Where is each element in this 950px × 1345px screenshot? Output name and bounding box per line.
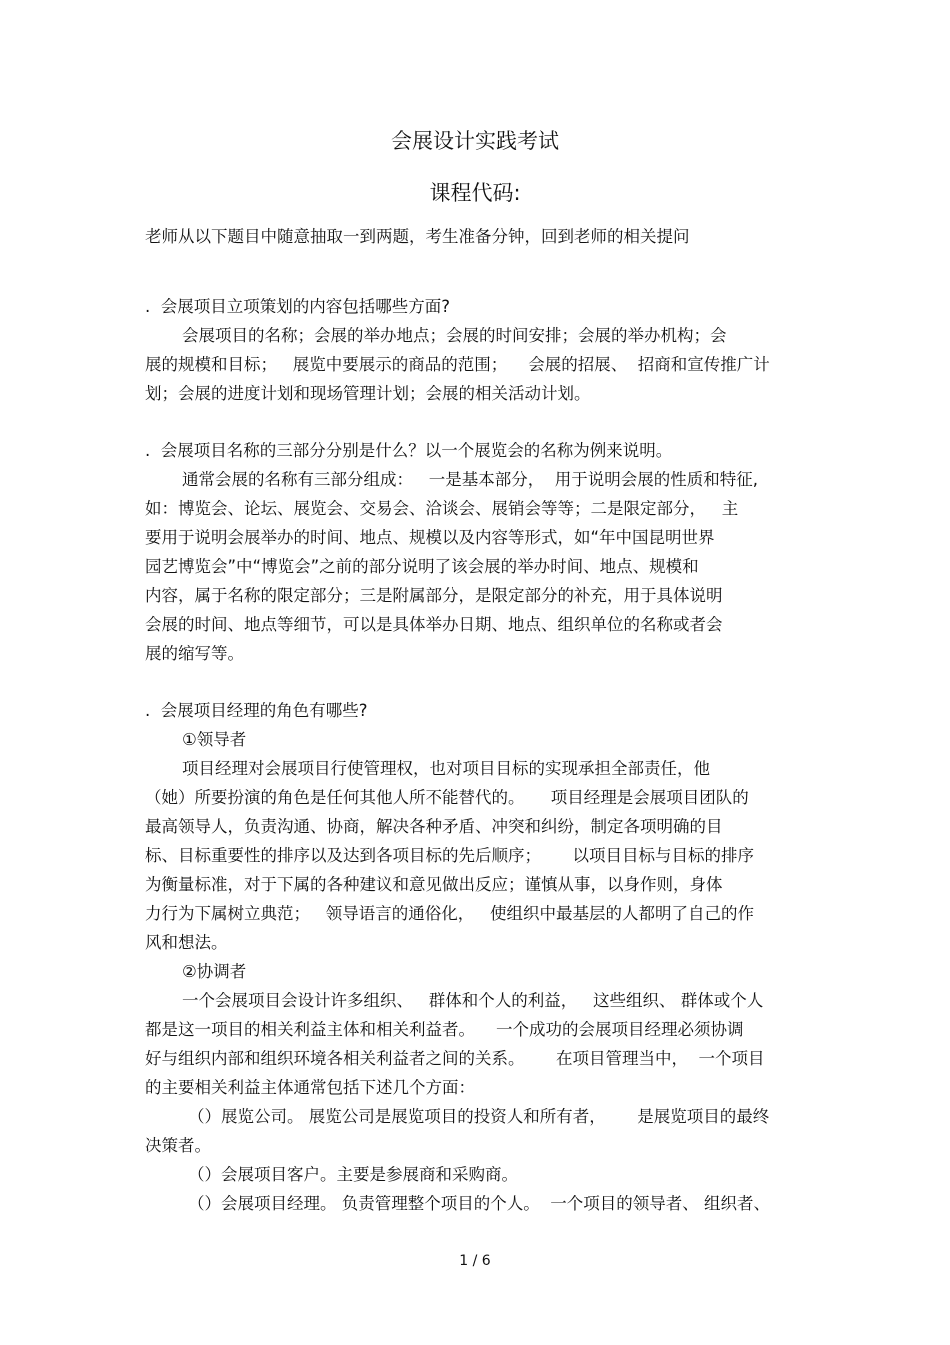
answer-line: 展的规模和目标； 展览中要展示的商品的范围； 会展的招展、 招商和宣传推广计 xyxy=(145,355,770,374)
list-item: 决策者。 xyxy=(145,1136,211,1155)
question-2: . 会展项目名称的三部分分别是什么？以一个展览会的名称为例来说明。 xyxy=(145,441,673,460)
answer-line: 最高领导人，负责沟通、协商，解决各种矛盾、冲突和纠纷，制定各项明确的目 xyxy=(145,817,723,836)
role-heading-leader: ①领导者 xyxy=(182,730,247,749)
answer-line: 项目经理对会展项目行使管理权，也对项目目标的实现承担全部责任，他 xyxy=(182,759,710,778)
question-3: . 会展项目经理的角色有哪些? xyxy=(145,701,368,720)
answer-line: 内容，属于名称的限定部分；三是附属部分，是限定部分的补充，用于具体说明 xyxy=(145,586,723,605)
answer-line: 一个会展项目会设计许多组织、 群体和个人的利益， 这些组织、 群体或个人 xyxy=(182,991,764,1010)
answer-line: 的主要相关利益主体通常包括下述几个方面： xyxy=(145,1078,475,1097)
list-item: （）会展项目客户。主要是参展商和采购商。 xyxy=(188,1165,518,1184)
answer-line: 好与组织内部和组织环境各相关利益者之间的关系。 在项目管理当中， 一个项目 xyxy=(145,1049,765,1068)
intro-text: 老师从以下题目中随意抽取一到两题，考生准备分钟，回到老师的相关提问 xyxy=(145,227,690,246)
question-1: . 会展项目立项策划的内容包括哪些方面? xyxy=(145,297,450,316)
list-item: （）会展项目经理。 负责管理整个项目的个人。 一个项目的领导者、 组织者、 xyxy=(188,1194,770,1213)
answer-line: 园艺博览会”中“博览会”之前的部分说明了该会展的举办时间、地点、规模和 xyxy=(145,557,699,576)
answer-line: 如：博览会、论坛、展览会、交易会、洽谈会、展销会等等；二是限定部分， 主 xyxy=(145,499,739,518)
answer-line: 展的缩写等。 xyxy=(145,644,244,663)
list-item: （）展览公司。 展览公司是展览项目的投资人和所有者， 是展览项目的最终 xyxy=(188,1107,770,1126)
answer-line: 风和想法。 xyxy=(145,933,228,952)
answer-line: 通常会展的名称有三部分组成： 一是基本部分， 用于说明会展的性质和特征, xyxy=(182,470,758,489)
page-number: 1 / 6 xyxy=(459,1253,491,1269)
answer-line: 会展的时间、地点等细节，可以是具体举办日期、地点、组织单位的名称或者会 xyxy=(145,615,723,634)
answer-line: 力行为下属树立典范； 领导语言的通俗化， 使组织中最基层的人都明了自己的作 xyxy=(145,904,754,923)
answer-line: 会展项目的名称；会展的举办地点；会展的时间安排；会展的举办机构；会 xyxy=(182,326,727,345)
answer-line: 要用于说明会展举办的时间、地点、规模以及内容等形式，如“年中国昆明世界 xyxy=(145,528,715,547)
page-title: 会展设计实践考试 xyxy=(391,129,559,153)
answer-line: 划；会展的进度计划和现场管理计划；会展的相关活动计划。 xyxy=(145,384,591,403)
course-code: 课程代码: xyxy=(429,181,521,205)
answer-line: （她）所要扮演的角色是任何其他人所不能替代的。 项目经理是会展项目团队的 xyxy=(145,788,749,807)
answer-line: 都是这一项目的相关利益主体和相关利益者。 一个成功的会展项目经理必须协调 xyxy=(145,1020,744,1039)
answer-line: 为衡量标准，对于下属的各种建议和意见做出反应；谨慎从事，以身作则，身体 xyxy=(145,875,723,894)
answer-line: 标、目标重要性的排序以及达到各项目标的先后顺序； 以项目目标与目标的排序 xyxy=(145,846,754,865)
role-heading-coordinator: ②协调者 xyxy=(182,962,247,981)
